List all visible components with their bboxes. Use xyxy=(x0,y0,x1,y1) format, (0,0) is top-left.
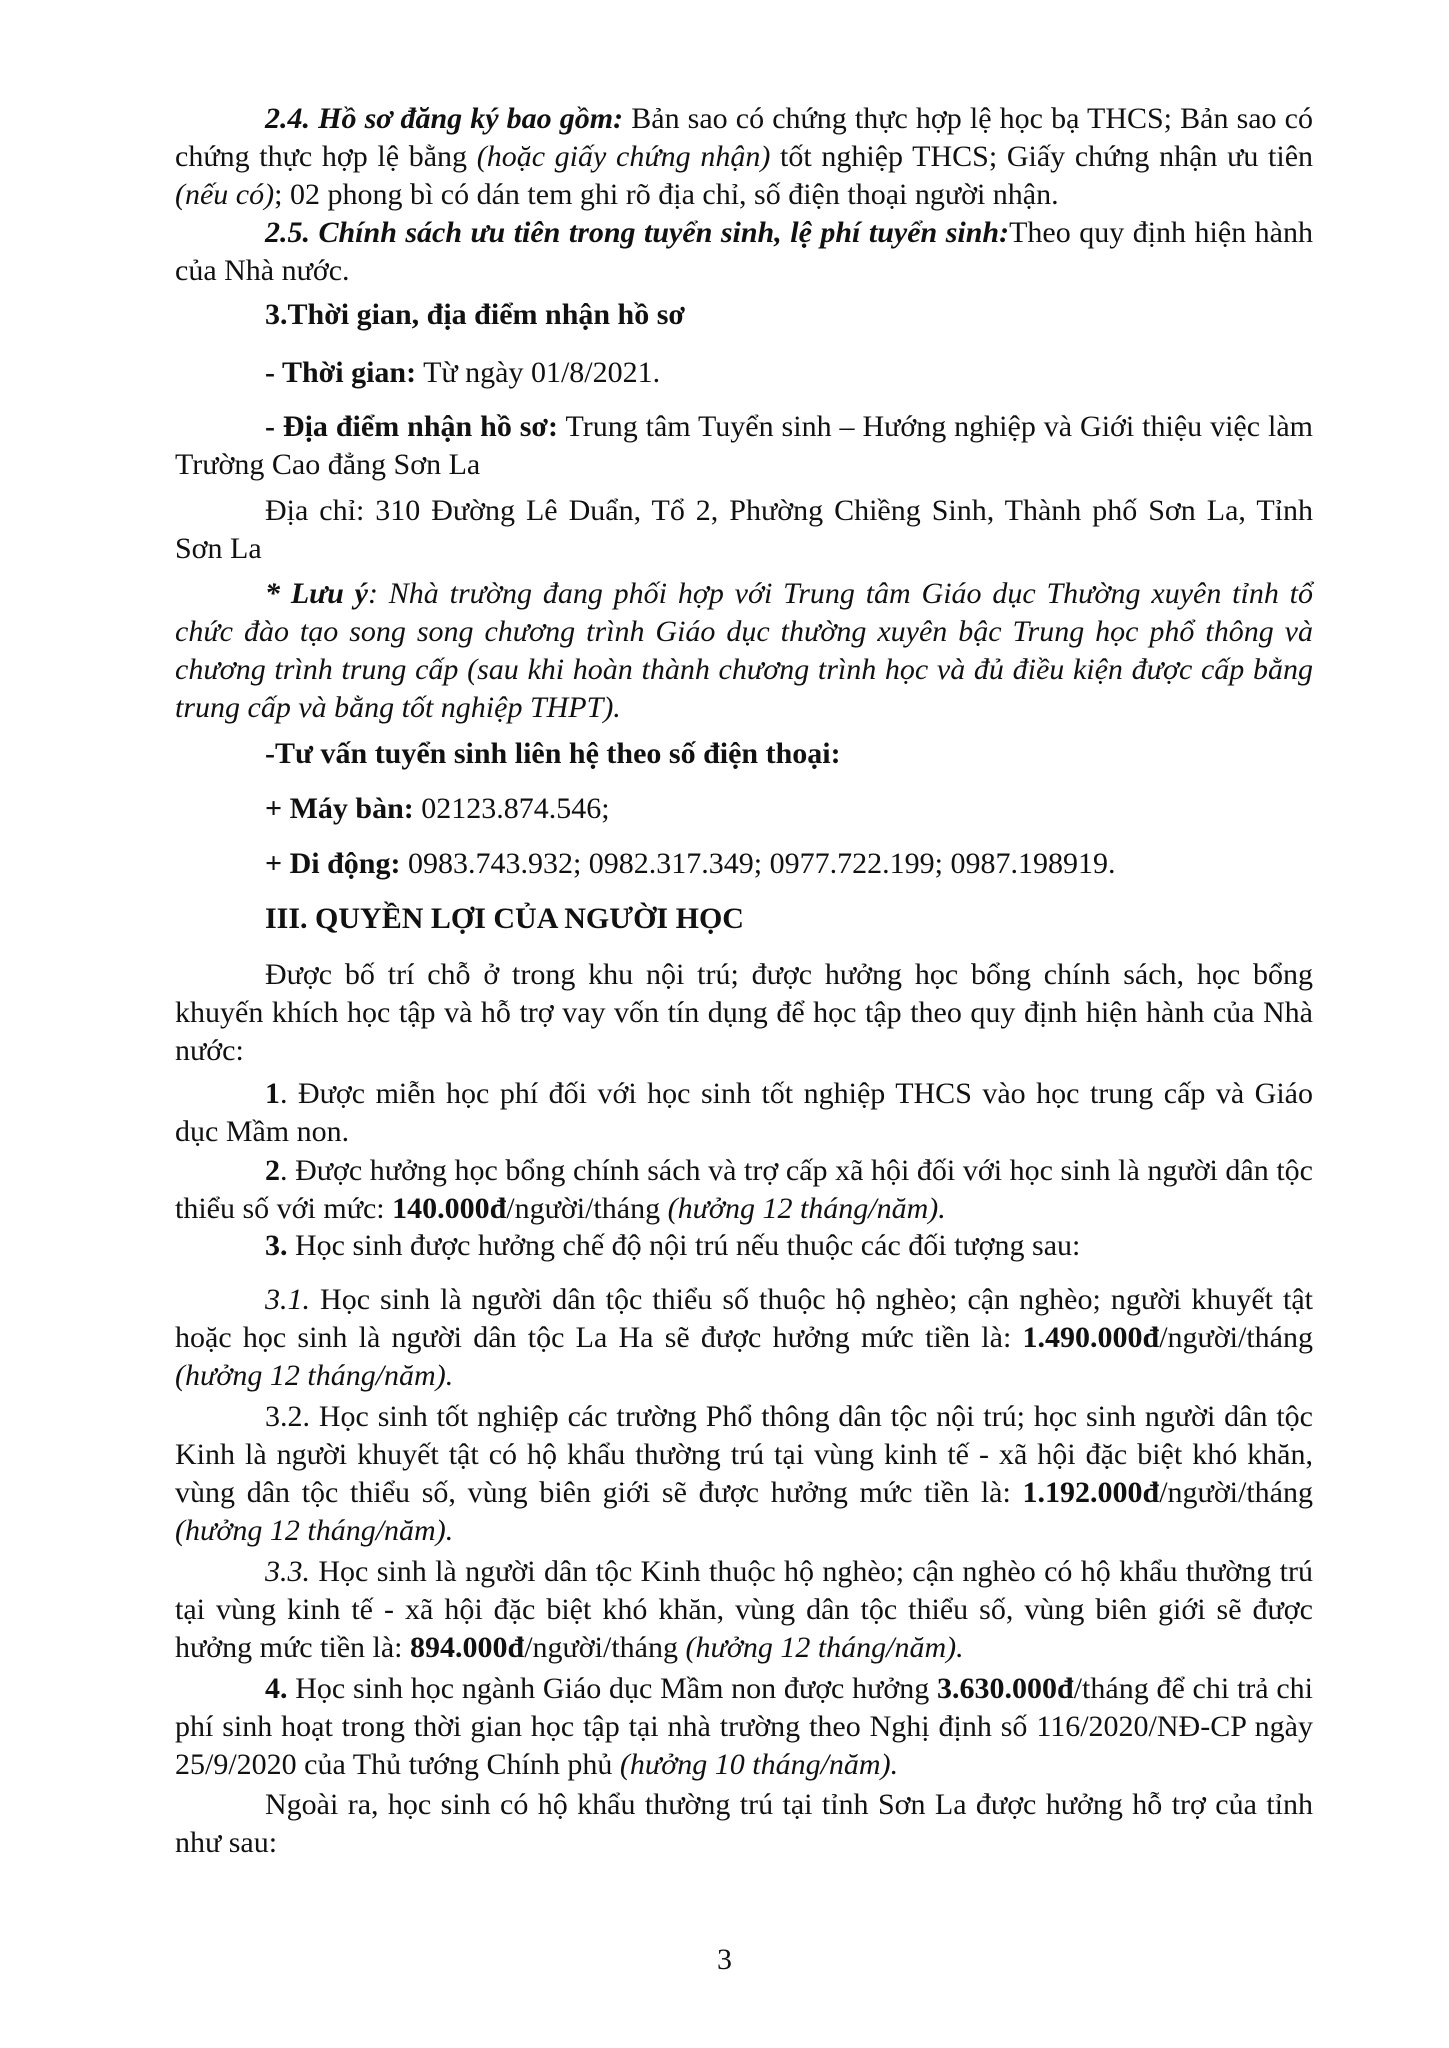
receive-place xyxy=(175,408,1313,484)
item-3-2 xyxy=(175,1398,1313,1550)
section-2-5-text: Theo quy định hiện hành của Nhà nước. xyxy=(175,216,1313,287)
section-2-4 xyxy=(175,100,1313,214)
section-2-5 xyxy=(175,214,1313,290)
section-2-4-text-2: tốt nghiệp THCS; Giấy chứng nhận ưu tiên xyxy=(770,140,1314,173)
mobile-label: + Di động: xyxy=(265,847,401,880)
section-2-4-text: Bản sao có chứng thực hợp lệ học bạ THCS; Bản sao có chứng thực hợp lệ bằng xyxy=(175,102,1313,173)
item-3 xyxy=(265,1227,1080,1265)
item-2 xyxy=(175,1152,1313,1228)
address: Địa chỉ: 310 Đường Lê Duẩn, Tổ 2, Phường Chiềng Sinh, Thành phố Sơn La, Tỉnh Sơn La xyxy=(175,494,1313,565)
receive-time xyxy=(265,354,660,392)
section-2-4-italic-1: (hoặc giấy chứng nhận) xyxy=(476,140,771,173)
item-4-text: Học sinh học ngành Giáo dục Mầm non được hưởng xyxy=(287,1672,938,1705)
item-3-3 xyxy=(175,1553,1313,1667)
item-2-duration: (hưởng 12 tháng/năm). xyxy=(667,1192,946,1225)
landline xyxy=(265,790,610,828)
item-2-unit: /người/tháng xyxy=(506,1192,668,1225)
item-2-amount: 140.000đ xyxy=(392,1192,507,1225)
item-3-1-number: 3.1. xyxy=(265,1283,310,1316)
item-3-1-text: Học sinh là người dân tộc thiểu số thuộc hộ nghèo; cận nghèo; người khuyết tật hoặc học sinh là người dân tộc La Ha sẽ được hưởng mức tiền là: xyxy=(175,1283,1313,1354)
receive-time-value: Từ ngày 01/8/2021. xyxy=(416,356,661,389)
item-2-number: 2 xyxy=(265,1154,280,1187)
item-4 xyxy=(175,1670,1313,1784)
item-3-text: Học sinh được hưởng chế độ nội trú nếu thuộc các đối tượng sau: xyxy=(287,1229,1081,1262)
section-iii-intro: Được bố trí chỗ ở trong khu nội trú; được hưởng học bổng chính sách, học bổng khuyến khích học tập và hỗ trợ vay vốn tín dụng để học tập theo quy định hiện hành của Nhà nước: xyxy=(175,958,1313,1067)
receive-place-label: - Địa điểm nhận hồ sơ: xyxy=(265,410,559,443)
item-1-text: . Được miễn học phí đối với học sinh tốt nghiệp THCS vào học trung cấp và Giáo dục Mầm non. xyxy=(175,1077,1313,1148)
item-4-text-2: /tháng để chi trả chi phí sinh hoạt trong thời gian học tập tại nhà trường theo Nghị định số 116/2020/NĐ-CP ngày 25/9/2020 của Thủ tướng Chính phủ xyxy=(175,1672,1314,1781)
item-1-number: 1 xyxy=(265,1077,280,1110)
item-4-amount: 3.630.000đ xyxy=(937,1672,1074,1705)
note-label: * Lưu ý xyxy=(265,577,368,610)
landline-value: 02123.874.546; xyxy=(413,792,610,825)
mobile xyxy=(265,845,1115,883)
item-2-text: . Được hưởng học bổng chính sách và trợ cấp xã hội đối với học sinh là người dân tộc thiểu số với mức: xyxy=(175,1154,1313,1225)
note xyxy=(175,575,1313,727)
item-4-number: 4. xyxy=(265,1672,288,1705)
item-3-2-text: 3.2. Học sinh tốt nghiệp các trường Phổ thông dân tộc nội trú; học sinh người dân tộc Kinh là người khuyết tật có hộ khẩu thường trú tại vùng kinh tế - xã hội đặc biệt khó khăn, vùng dân tộc thiểu số, vùng biên giới sẽ được hưởng mức tiền là: xyxy=(175,1400,1313,1509)
contact-heading: -Tư vấn tuyển sinh liên hệ theo số điện thoại: xyxy=(265,737,841,770)
note-text: : Nhà trường đang phối hợp với Trung tâm Giáo dục Thường xuyên tỉnh tổ chức đào tạo song song chương trình Giáo dục thường xuyên bậc Trung học phổ thông và chương trình trung cấp (sau khi hoàn thành chương trình học và đủ điều kiện được cấp bằng trung cấp và bằng tốt nghiệp THPT). xyxy=(175,577,1313,724)
section-3-heading: 3.Thời gian, địa điểm nhận hồ sơ xyxy=(265,298,686,331)
section-2-4-label: 2.4. Hồ sơ đăng ký bao gồm: xyxy=(265,102,624,135)
receive-time-label: - Thời gian: xyxy=(265,356,417,389)
item-3-1 xyxy=(175,1281,1313,1395)
page-number: 3 xyxy=(717,1943,732,1976)
item-3-1-unit: /người/tháng xyxy=(1159,1321,1313,1354)
item-4-duration: (hưởng 10 tháng/năm). xyxy=(619,1748,899,1781)
item-1 xyxy=(175,1075,1313,1151)
section-iii-heading: III. QUYỀN LỢI CỦA NGƯỜI HỌC xyxy=(265,902,744,935)
section-2-4-italic-2: (nếu có) xyxy=(175,178,275,211)
item-3-3-amount: 894.000đ xyxy=(410,1631,525,1664)
extra-support: Ngoài ra, học sinh có hộ khẩu thường trú tại tỉnh Sơn La được hưởng hỗ trợ của tỉnh như sau: xyxy=(175,1788,1313,1859)
section-2-5-label: 2.5. Chính sách ưu tiên trong tuyển sinh, lệ phí tuyển sinh: xyxy=(265,216,1010,249)
item-3-1-amount: 1.490.000đ xyxy=(1022,1321,1160,1354)
item-3-3-unit: /người/tháng xyxy=(524,1631,686,1664)
item-3-number: 3. xyxy=(265,1229,288,1262)
item-3-3-number: 3.3. xyxy=(265,1555,310,1588)
landline-label: + Máy bàn: xyxy=(265,792,414,825)
item-3-2-unit: /người/tháng xyxy=(1159,1476,1313,1509)
item-3-2-amount: 1.192.000đ xyxy=(1022,1476,1160,1509)
receive-place-value: Trung tâm Tuyển sinh – Hướng nghiệp và Giới thiệu việc làm Trường Cao đẳng Sơn La xyxy=(175,410,1313,481)
item-3-3-text: Học sinh là người dân tộc Kinh thuộc hộ nghèo; cận nghèo có hộ khẩu thường trú tại vùng kinh tế - xã hội đặc biệt khó khăn, vùng dân tộc thiểu số, vùng biên giới sẽ được hưởng mức tiền là: xyxy=(175,1555,1313,1664)
item-3-2-duration: (hưởng 12 tháng/năm). xyxy=(175,1514,454,1547)
section-2-4-text-3: ; 02 phong bì có dán tem ghi rõ địa chỉ, số điện thoại người nhận. xyxy=(274,178,1059,211)
mobile-value: 0983.743.932; 0982.317.349; 0977.722.199; 0987.198919. xyxy=(400,847,1116,880)
item-3-3-duration: (hưởng 12 tháng/năm). xyxy=(685,1631,964,1664)
item-3-1-duration: (hưởng 12 tháng/năm). xyxy=(175,1359,454,1392)
